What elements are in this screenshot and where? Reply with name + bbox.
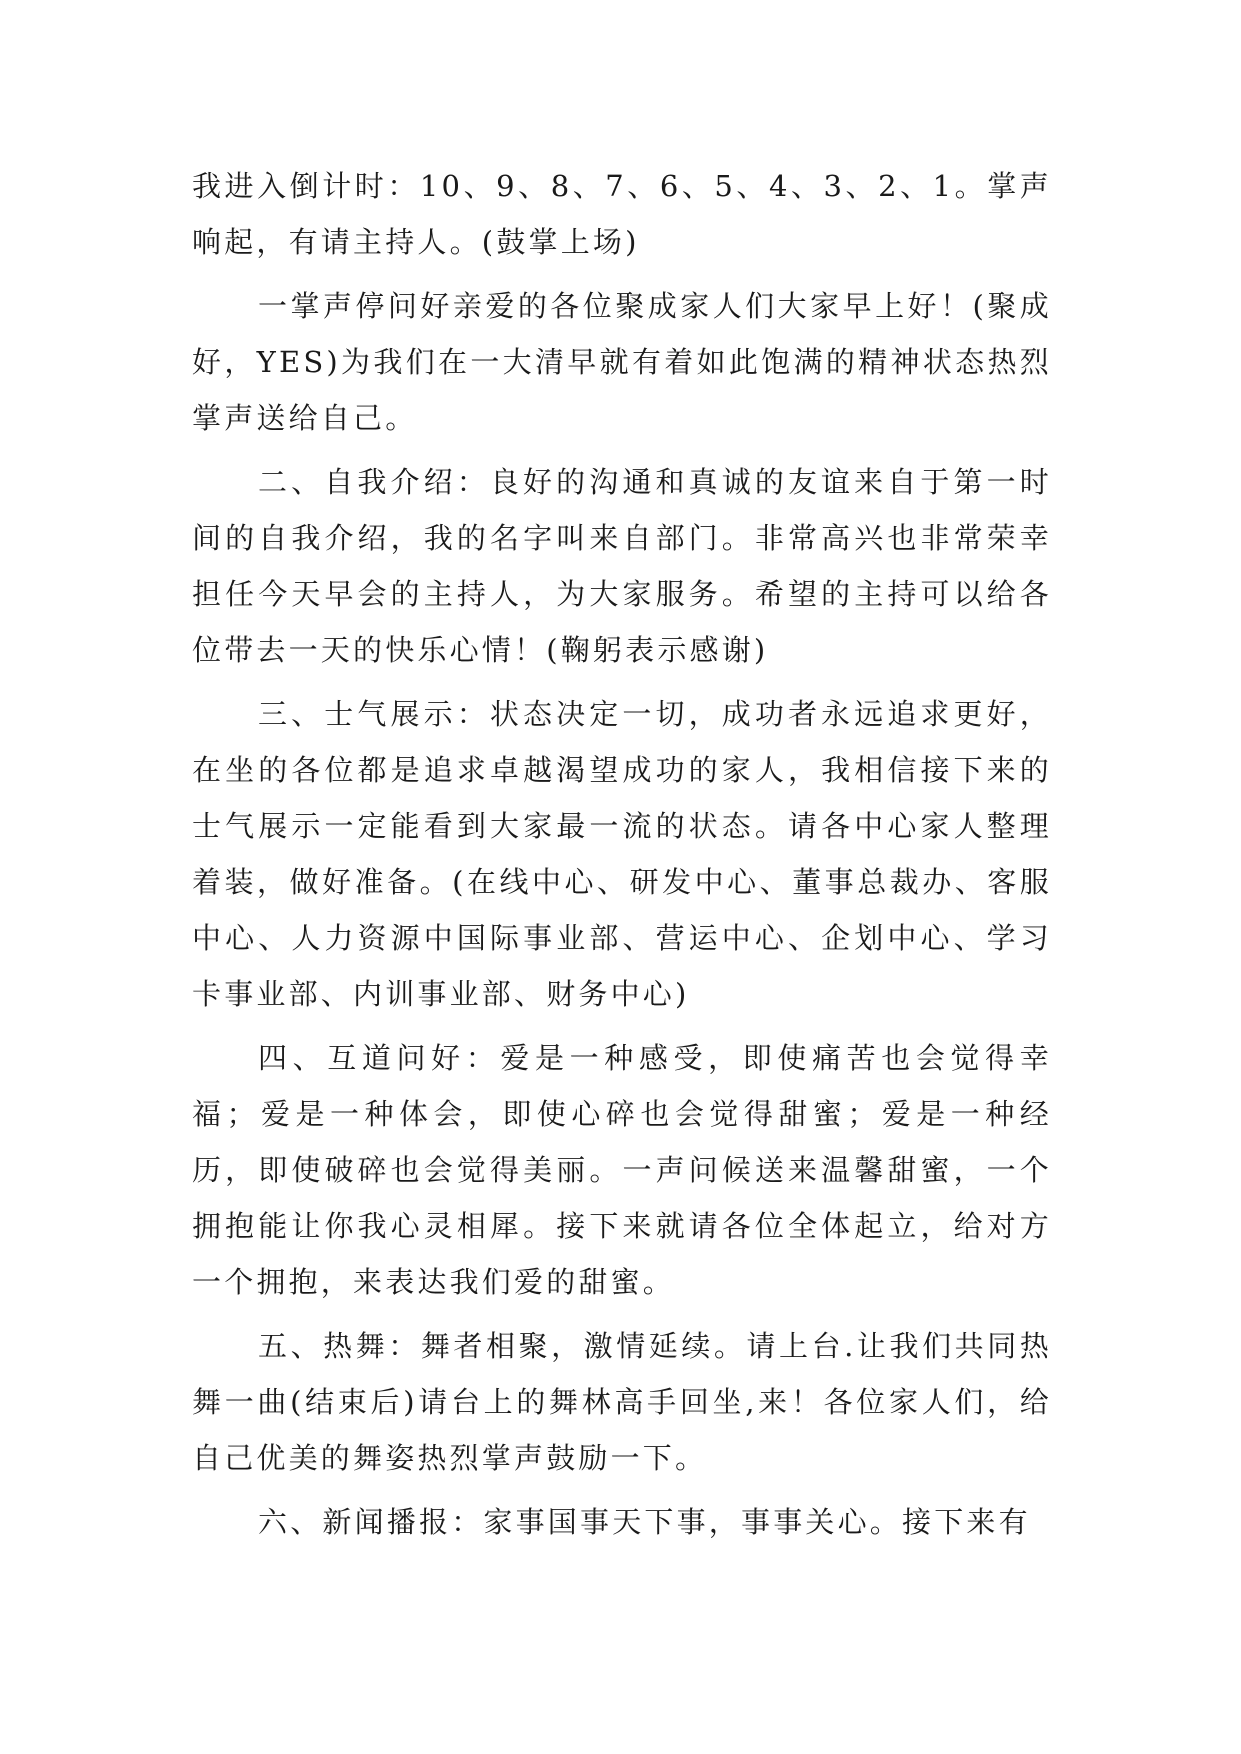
document-body [192,158,1052,1558]
paragraph-news-broadcast: 六、新闻播报：家事国事天下事，事事关心。接下来有 [258,1505,1031,1539]
paragraph-countdown: 我进入倒计时：10、9、8、7、6、5、4、3、2、1。掌声响起，有请主持人。(鼓掌上场) [192,169,1052,259]
paragraph-mutual-greeting: 四、互道问好：爱是一种感受，即使痛苦也会觉得幸福；爱是一种体会，即使心碎也会觉得甜蜜；爱是一种经历，即使破碎也会觉得美丽。一声问候送来温馨甜蜜，一个拥抱能让你我心灵相犀。接下来就请各位全体起立，给对方一个拥抱，来表达我们爱的甜蜜。 [192,1041,1052,1299]
paragraph-self-introduction: 二、自我介绍：良好的沟通和真诚的友谊来自于第一时间的自我介绍，我的名字叫来自部门。非常高兴也非常荣幸担任今天早会的主持人，为大家服务。希望的主持可以给各位带去一天的快乐心情！(鞠躬表示感谢) [192,465,1052,667]
paragraph-dance: 五、热舞：舞者相聚，激情延续。请上台.让我们共同热舞一曲(结束后)请台上的舞林高手回坐,来！各位家人们，给自己优美的舞姿热烈掌声鼓励一下。 [192,1329,1052,1475]
paragraph-morale-display: 三、士气展示：状态决定一切，成功者永远追求更好，在坐的各位都是追求卓越渴望成功的家人，我相信接下来的士气展示一定能看到大家最一流的状态。请各中心家人整理着装，做好准备。(在线中心、研发中心、董事总裁办、客服中心、人力资源中国际事业部、营运中心、企划中心、学习卡事业部、内训事业部、财务中心) [192,697,1052,1011]
paragraph-greeting: 一掌声停问好亲爱的各位聚成家人们大家早上好！(聚成好，YES)为我们在一大清早就有着如此饱满的精神状态热烈掌声送给自己。 [192,289,1052,435]
